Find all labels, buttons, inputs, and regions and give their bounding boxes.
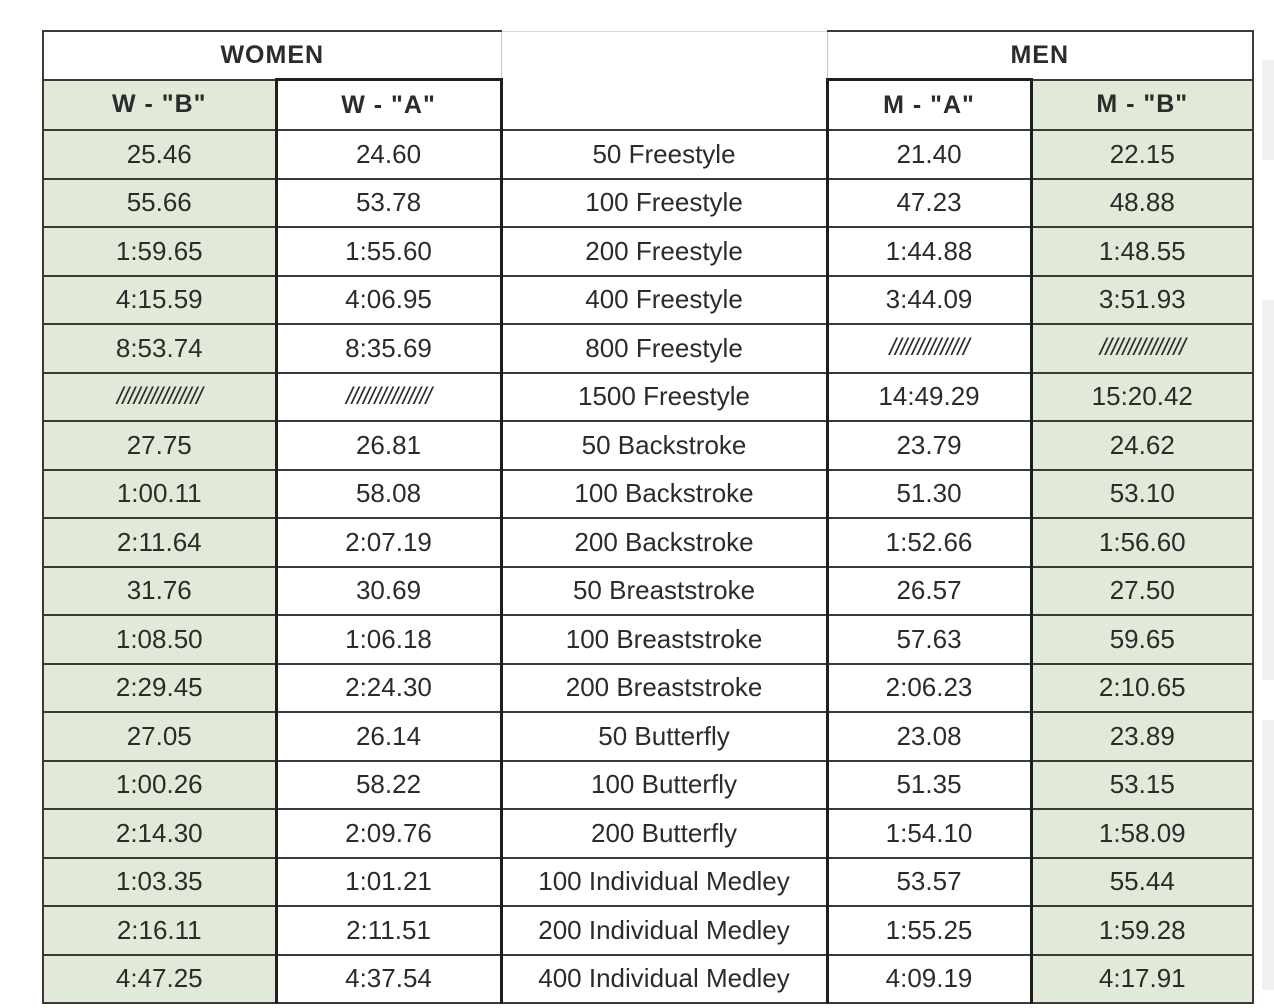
cell-m-b: 53.10 — [1031, 470, 1253, 519]
cell-m-b: 1:48.55 — [1031, 227, 1253, 276]
cell-event: 800 Freestyle — [501, 324, 827, 373]
cell-m-a: 1:54.10 — [827, 809, 1031, 858]
cell-w-a: 26.81 — [276, 421, 501, 470]
page-edge-strip-3 — [1262, 720, 1274, 990]
cell-w-a: 58.22 — [276, 761, 501, 810]
cell-w-b: 1:59.65 — [43, 227, 276, 276]
cell-event: 50 Breaststroke — [501, 567, 827, 616]
cell-m-a: 26.57 — [827, 567, 1031, 616]
cell-event: 400 Individual Medley — [501, 955, 827, 1004]
table-row — [43, 858, 1253, 907]
cell-m-a: 23.08 — [827, 712, 1031, 761]
cell-m-a: 3:44.09 — [827, 276, 1031, 325]
cell-event: 200 Butterfly — [501, 809, 827, 858]
cell-w-a: 2:11.51 — [276, 906, 501, 955]
cell-w-b: 4:47.25 — [43, 955, 276, 1004]
table-row — [43, 664, 1253, 713]
cell-m-a: 1:44.88 — [827, 227, 1031, 276]
col-header-w-b: W - "B" — [43, 80, 276, 131]
cell-m-a: 2:06.23 — [827, 664, 1031, 713]
cell-w-b: 1:03.35 — [43, 858, 276, 907]
table-row — [43, 179, 1253, 228]
cell-event: 200 Freestyle — [501, 227, 827, 276]
cell-m-a: ////////////// — [827, 324, 1031, 373]
table-row — [43, 615, 1253, 664]
page-edge-strip-1 — [1262, 60, 1274, 160]
cell-m-b: 1:58.09 — [1031, 809, 1253, 858]
page-edge-strip-2 — [1262, 300, 1274, 680]
table-row — [43, 761, 1253, 810]
table-row — [43, 276, 1253, 325]
cell-w-a: 1:06.18 — [276, 615, 501, 664]
cell-w-a: 26.14 — [276, 712, 501, 761]
table-row — [43, 130, 1253, 179]
table-row — [43, 906, 1253, 955]
table-row — [43, 227, 1253, 276]
cell-m-b: 15:20.42 — [1031, 373, 1253, 422]
cell-m-b: /////////////// — [1031, 324, 1253, 373]
cell-event: 400 Freestyle — [501, 276, 827, 325]
cell-m-a: 51.30 — [827, 470, 1031, 519]
cell-w-b: 1:00.11 — [43, 470, 276, 519]
cell-m-b: 55.44 — [1031, 858, 1253, 907]
cell-m-a: 1:55.25 — [827, 906, 1031, 955]
cell-m-a: 21.40 — [827, 130, 1031, 179]
table-row — [43, 809, 1253, 858]
cell-m-a: 51.35 — [827, 761, 1031, 810]
cell-m-b: 2:10.65 — [1031, 664, 1253, 713]
cell-event: 100 Backstroke — [501, 470, 827, 519]
cell-w-b: 2:16.11 — [43, 906, 276, 955]
cell-w-a: 30.69 — [276, 567, 501, 616]
cell-w-b: 1:08.50 — [43, 615, 276, 664]
cell-w-a: 4:37.54 — [276, 955, 501, 1004]
cell-event: 200 Backstroke — [501, 518, 827, 567]
cell-m-a: 1:52.66 — [827, 518, 1031, 567]
cell-m-a: 57.63 — [827, 615, 1031, 664]
table-row — [43, 470, 1253, 519]
cell-m-b: 53.15 — [1031, 761, 1253, 810]
column-header-row — [43, 80, 1253, 131]
cell-m-b: 1:59.28 — [1031, 906, 1253, 955]
cell-w-b: 55.66 — [43, 179, 276, 228]
col-header-m-b: M - "B" — [1031, 80, 1253, 131]
time-standards-sheet — [42, 30, 1252, 1004]
table-row — [43, 518, 1253, 567]
cell-w-a: 2:07.19 — [276, 518, 501, 567]
cell-w-b: 1:00.26 — [43, 761, 276, 810]
cell-w-b: 4:15.59 — [43, 276, 276, 325]
cell-m-b: 27.50 — [1031, 567, 1253, 616]
cell-w-b: 2:11.64 — [43, 518, 276, 567]
table-row — [43, 712, 1253, 761]
cell-m-b: 3:51.93 — [1031, 276, 1253, 325]
cell-event: 100 Freestyle — [501, 179, 827, 228]
cell-w-a: 53.78 — [276, 179, 501, 228]
cell-w-b: 2:29.45 — [43, 664, 276, 713]
table-row — [43, 373, 1253, 422]
table-row — [43, 421, 1253, 470]
cell-event: 200 Individual Medley — [501, 906, 827, 955]
cell-w-b: 8:53.74 — [43, 324, 276, 373]
cell-w-a: 2:24.30 — [276, 664, 501, 713]
cell-w-b: 31.76 — [43, 567, 276, 616]
cell-w-b: 27.05 — [43, 712, 276, 761]
cell-m-b: 4:17.91 — [1031, 955, 1253, 1004]
cell-m-b: 23.89 — [1031, 712, 1253, 761]
cell-m-b: 1:56.60 — [1031, 518, 1253, 567]
cell-m-a: 47.23 — [827, 179, 1031, 228]
cell-w-a: 1:55.60 — [276, 227, 501, 276]
cell-event: 50 Backstroke — [501, 421, 827, 470]
cell-event: 100 Butterfly — [501, 761, 827, 810]
cell-m-a: 4:09.19 — [827, 955, 1031, 1004]
col-header-m-a: M - "A" — [827, 80, 1031, 131]
table-row — [43, 567, 1253, 616]
cell-w-b: /////////////// — [43, 373, 276, 422]
cell-w-b: 27.75 — [43, 421, 276, 470]
cell-m-a: 23.79 — [827, 421, 1031, 470]
cell-m-b: 48.88 — [1031, 179, 1253, 228]
cell-event: 50 Butterfly — [501, 712, 827, 761]
cell-m-b: 22.15 — [1031, 130, 1253, 179]
col-header-w-a: W - "A" — [276, 80, 501, 131]
cell-m-a: 53.57 — [827, 858, 1031, 907]
table-row — [43, 324, 1253, 373]
cell-w-a: 8:35.69 — [276, 324, 501, 373]
cell-event: 50 Freestyle — [501, 130, 827, 179]
cell-w-a: 58.08 — [276, 470, 501, 519]
cell-w-a: 1:01.21 — [276, 858, 501, 907]
women-header: WOMEN — [43, 31, 501, 80]
cell-event: 100 Individual Medley — [501, 858, 827, 907]
cell-m-b: 24.62 — [1031, 421, 1253, 470]
cell-w-a: 4:06.95 — [276, 276, 501, 325]
cell-w-b: 2:14.30 — [43, 809, 276, 858]
cell-m-b: 59.65 — [1031, 615, 1253, 664]
cell-event: 200 Breaststroke — [501, 664, 827, 713]
table-row — [43, 955, 1253, 1004]
cell-m-a: 14:49.29 — [827, 373, 1031, 422]
gender-header-row — [43, 31, 1253, 80]
cell-w-a: 24.60 — [276, 130, 501, 179]
event-blank-top — [501, 31, 827, 80]
col-header-event — [501, 80, 827, 131]
cell-event: 1500 Freestyle — [501, 373, 827, 422]
cell-w-a: /////////////// — [276, 373, 501, 422]
time-standards-table — [42, 30, 1254, 1004]
cell-w-a: 2:09.76 — [276, 809, 501, 858]
men-header: MEN — [827, 31, 1253, 80]
cell-event: 100 Breaststroke — [501, 615, 827, 664]
cell-w-b: 25.46 — [43, 130, 276, 179]
